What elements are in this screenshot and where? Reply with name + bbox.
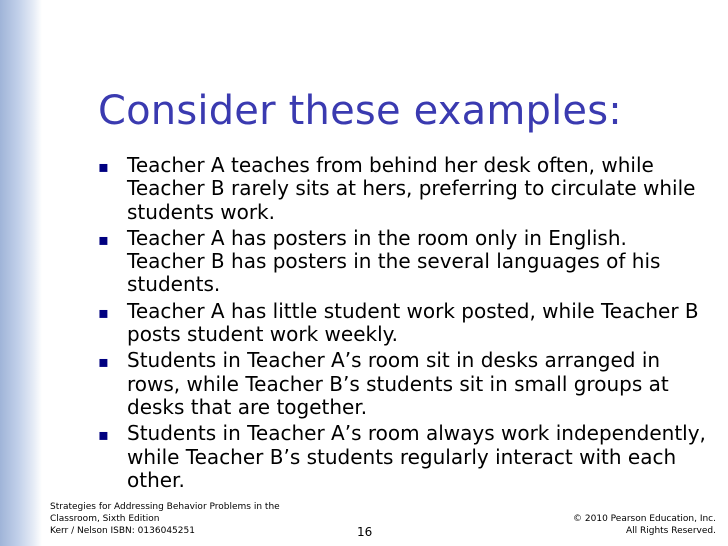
bullet-text: Students in Teacher A’s room always work independently, while Teacher B’s students regularly interact with each other. xyxy=(127,421,706,492)
bullet-square-icon: ▪ xyxy=(98,425,109,445)
footer-book-title-line1: Strategies for Addressing Behavior Problems in the xyxy=(50,502,280,512)
footer-copyright xyxy=(573,513,716,537)
bullet-square-icon: ▪ xyxy=(98,352,109,372)
page-number: 16 xyxy=(357,525,373,539)
slide-title: Consider these examples: xyxy=(98,88,622,134)
bullet-square-icon: ▪ xyxy=(98,302,109,322)
bullet-text: Teacher A teaches from behind her desk often, while Teacher B rarely sits at hers, preferring to circulate while students work. xyxy=(127,153,696,224)
bullet-item xyxy=(98,422,708,492)
bullet-square-icon: ▪ xyxy=(98,229,109,249)
footer-authors-isbn: Kerr / Nelson ISBN: 0136045251 xyxy=(50,526,195,536)
bullet-list xyxy=(98,154,708,495)
copyright-line1: © 2010 Pearson Education, Inc. xyxy=(573,514,716,524)
footer-book-title-line2: Classroom, Sixth Edition xyxy=(50,514,160,524)
bullet-item xyxy=(98,154,708,224)
bullet-text: Students in Teacher A’s room sit in desks arranged in rows, while Teacher B’s students sit in small groups at desks that are together. xyxy=(127,348,669,419)
left-gradient-band xyxy=(0,0,42,546)
bullet-item xyxy=(98,300,708,347)
footer-book-info xyxy=(50,501,280,537)
bullet-square-icon: ▪ xyxy=(98,157,109,176)
bullet-text: Teacher A has posters in the room only in English. Teacher B has posters in the several languages of his students. xyxy=(127,225,661,297)
bullet-text: Teacher A has little student work posted, while Teacher B posts student work weekly. xyxy=(127,298,699,347)
bullet-item xyxy=(98,349,708,419)
bullet-item xyxy=(98,227,708,297)
copyright-line2: All Rights Reserved. xyxy=(625,526,716,536)
